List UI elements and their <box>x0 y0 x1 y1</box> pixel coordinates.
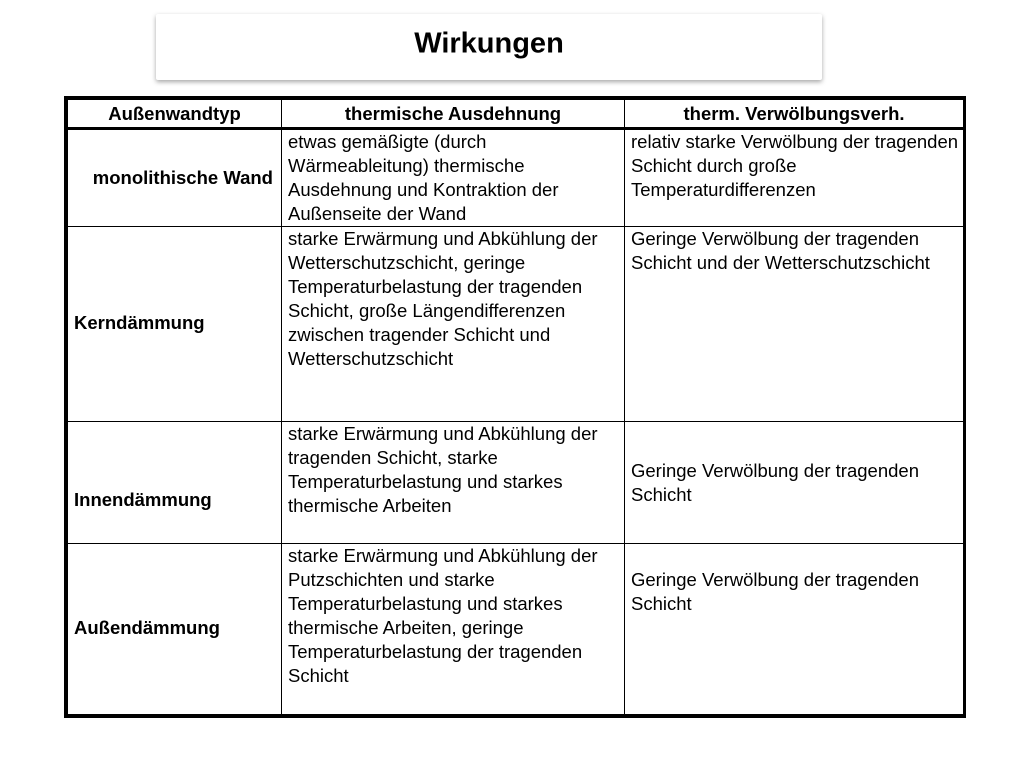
table-row <box>68 544 964 715</box>
expansion-cell: etwas gemäßigte (durch Wärmeableitung) thermische Ausdehnung und Kontraktion der Außenseite der Wand <box>282 129 625 227</box>
wall-type-cell: Innendämmung <box>68 421 282 543</box>
wall-type-cell: monolithische Wand <box>68 129 282 227</box>
expansion-cell: starke Erwärmung und Abkühlung der Wetterschutzschicht, geringe Temperaturbelastung der tragenden Schicht, große Längendifferenzen zwischen tragender Schicht und Wetterschutzschicht <box>282 227 625 422</box>
table-row <box>68 421 964 543</box>
slide-title: Wirkungen <box>414 27 564 60</box>
table-row <box>68 227 964 422</box>
curvature-cell: Geringe Verwölbung der tragenden Schicht <box>625 421 964 543</box>
header-wall-type: Außenwandtyp <box>68 100 282 129</box>
header-curvature-behavior: therm. Verwölbungsverh. <box>625 100 964 129</box>
table-header-row <box>68 100 964 129</box>
curvature-cell: relativ starke Verwölbung der tragenden Schicht durch große Temperaturdifferenzen <box>625 129 964 227</box>
wall-type-cell: Kerndämmung <box>68 227 282 422</box>
comparison-table-frame <box>64 96 966 718</box>
curvature-cell: Geringe Verwölbung der tragenden Schicht <box>625 544 964 715</box>
expansion-cell: starke Erwärmung und Abkühlung der Putzschichten und starke Temperaturbelastung und starkes thermische Arbeiten, geringe Temperaturbelastung der tragenden Schicht <box>282 544 625 715</box>
curvature-cell: Geringe Verwölbung der tragenden Schicht und der Wetterschutzschicht <box>625 227 964 422</box>
header-thermal-expansion: thermische Ausdehnung <box>282 100 625 129</box>
table-row <box>68 129 964 227</box>
comparison-table <box>67 99 964 715</box>
expansion-cell: starke Erwärmung und Abkühlung der tragenden Schicht, starke Temperaturbelastung und starkes thermische Arbeiten <box>282 421 625 543</box>
wall-type-cell: Außendämmung <box>68 544 282 715</box>
title-box <box>156 14 822 80</box>
